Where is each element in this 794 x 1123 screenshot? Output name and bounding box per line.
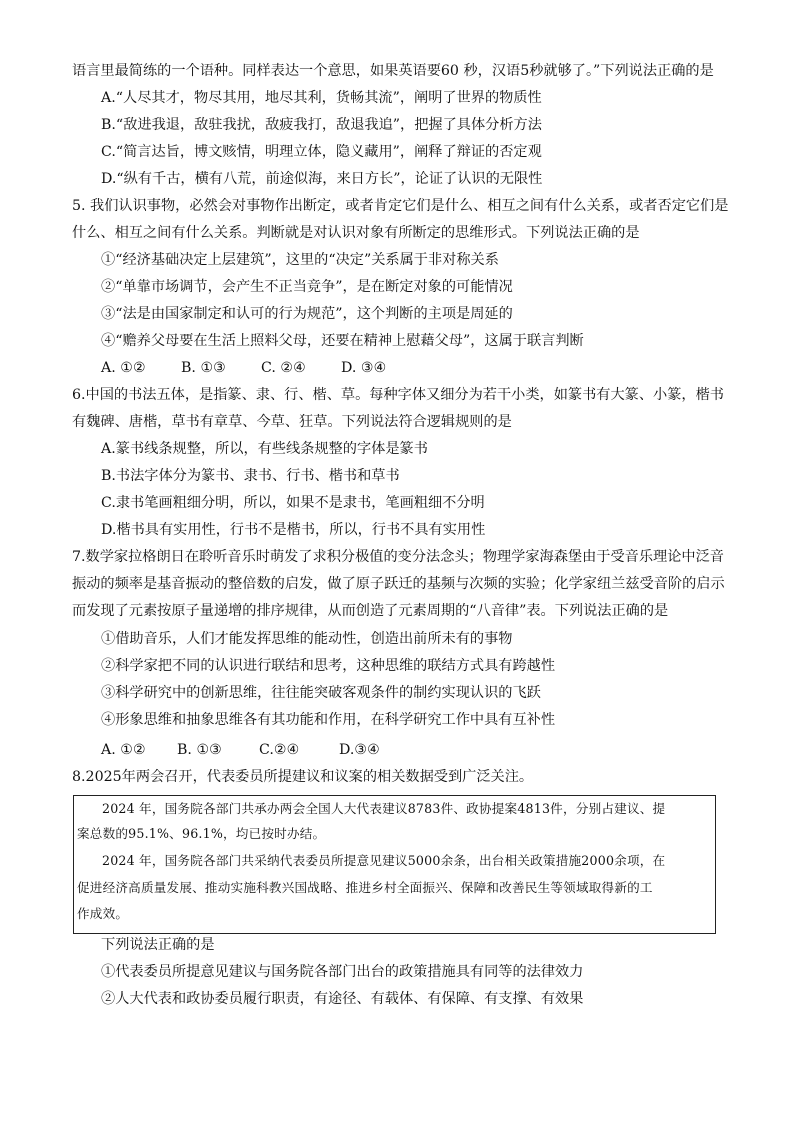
q7-stem-line-1: 7.数学家拉格朗日在聆听音乐时萌发了求积分极值的变分法念头；物理学家海森堡由于受音乐理论中泛音 bbox=[72, 549, 724, 565]
q5-choice-c: C. ②④ bbox=[261, 360, 306, 376]
q7-statement-1: ①借助音乐，人们才能发挥思维的能动性，创造出前所未有的事物 bbox=[101, 631, 513, 647]
q4-option-a: A.“人尽其才，物尽其用，地尽其利，货畅其流”，阐明了世界的物质性 bbox=[101, 90, 542, 106]
q7-choice-a: A. ①② bbox=[101, 742, 146, 758]
q7-statement-2: ②科学家把不同的认识进行联结和思考，这种思维的联结方式具有跨越性 bbox=[101, 658, 556, 674]
q7-statement-4: ④形象思维和抽象思维各有其功能和作用，在科学研究工作中具有互补性 bbox=[101, 712, 556, 728]
q4-option-b: B.“敌进我退，敌驻我扰，敌疲我打，敌退我追”，把握了具体分析方法 bbox=[101, 117, 542, 133]
q7-choice-d: D.③④ bbox=[339, 742, 380, 758]
q7-statement-3: ③科学研究中的创新思维，往往能突破客观条件的制约实现认识的飞跃 bbox=[101, 685, 541, 701]
q8-statement-2: ②人大代表和政协委员履行职责，有途径、有载体、有保障、有支撑、有效果 bbox=[101, 991, 584, 1007]
q5-choice-a: A. ①② bbox=[101, 360, 146, 376]
q6-option-d: D.楷书具有实用性，行书不是楷书，所以，行书不具有实用性 bbox=[101, 522, 486, 538]
q4-option-d: D.“纵有千古，横有八荒，前途似海，来日方长”，论证了认识的无限性 bbox=[101, 171, 543, 187]
q7-choices bbox=[101, 740, 380, 760]
q6-option-a: A.篆书线条规整，所以，有些线条规整的字体是篆书 bbox=[101, 441, 428, 457]
q6-stem-line-1: 6.中国的书法五体，是指篆、隶、行、楷、草。每种字体又细分为若干小类，如篆书有大篆、小篆，楷书 bbox=[72, 387, 724, 403]
q5-choices bbox=[101, 358, 386, 378]
q5-stem-line-2: 什么、相互之间有什么关系。判断就是对认识对象有所断定的思维形式。下列说法正确的是 bbox=[72, 225, 640, 241]
q5-stem-line-1: 5. 我们认识事物，必然会对事物作出断定，或者肯定它们是什么、相互之间有什么关系，或者否定它们是 bbox=[72, 198, 729, 214]
q8-material-line-4: 促进经济高质量发展、推动实施科教兴国战略、推进乡村全面振兴、保障和改善民生等领域取得新的工 bbox=[77, 880, 653, 895]
q8-stem: 8.2025年两会召开，代表委员所提建议和议案的相关数据受到广泛关注。 bbox=[72, 769, 534, 785]
q8-material-line-1: 2024 年，国务院各部门共承办两会全国人大代表建议8783件、政协提案4813件，分别占建议、提 bbox=[102, 801, 666, 816]
q6-option-b: B.书法字体分为篆书、隶书、行书、楷书和草书 bbox=[101, 468, 400, 484]
q8-material-line-2: 案总数的95.1%、96.1%，均已按时办结。 bbox=[77, 826, 326, 841]
q7-stem-line-3: 而发现了元素按原子量递增的排序规律，从而创造了元素周期的“八音律”表。下列说法正确的是 bbox=[72, 603, 669, 619]
q8-question: 下列说法正确的是 bbox=[101, 937, 215, 953]
q5-statement-1: ①“经济基础决定上层建筑”，这里的“决定”关系属于非对称关系 bbox=[101, 252, 499, 268]
q6-stem-line-2: 有魏碑、唐楷，草书有章草、今草、狂草。下列说法符合逻辑规则的是 bbox=[72, 414, 512, 430]
q7-stem-line-2: 振动的频率是基音振动的整倍数的启发，做了原子跃迁的基频与次频的实验；化学家纽兰兹受音阶的启示 bbox=[72, 576, 725, 592]
q5-choice-b: B. ①③ bbox=[181, 360, 226, 376]
q6-option-c: C.隶书笔画粗细分明，所以，如果不是隶书，笔画粗细不分明 bbox=[101, 495, 485, 511]
q8-material-box bbox=[73, 795, 716, 934]
q5-choice-d: D. ③④ bbox=[341, 360, 387, 376]
q7-choice-b: B. ①③ bbox=[177, 742, 222, 758]
q5-statement-2: ②“单靠市场调节，会产生不正当竞争”，是在断定对象的可能情况 bbox=[101, 279, 513, 295]
q8-material-line-5: 作成效。 bbox=[77, 906, 129, 921]
q5-statement-3: ③“法是由国家制定和认可的行为规范”，这个判断的主项是周延的 bbox=[101, 306, 513, 322]
q4-option-c: C.“简言达旨，博文赅情，明理立体，隐义藏用”，阐释了辩证的否定观 bbox=[101, 144, 542, 160]
q8-material-line-3: 2024 年，国务院各部门共采纳代表委员所提意见建议5000余条，出台相关政策措施2000余项，在 bbox=[102, 853, 666, 868]
q5-statement-4: ④“赡养父母要在生活上照料父母，还要在精神上慰藉父母”，这属于联言判断 bbox=[101, 333, 584, 349]
q4-stem-tail: 语言里最简练的一个语种。同样表达一个意思，如果英语要60 秒，汉语5秒就够了。”下列说法正确的是 bbox=[72, 63, 714, 79]
q8-statement-1: ①代表委员所提意见建议与国务院各部门出台的政策措施具有同等的法律效力 bbox=[101, 964, 584, 980]
q7-choice-c: C.②④ bbox=[259, 742, 300, 758]
